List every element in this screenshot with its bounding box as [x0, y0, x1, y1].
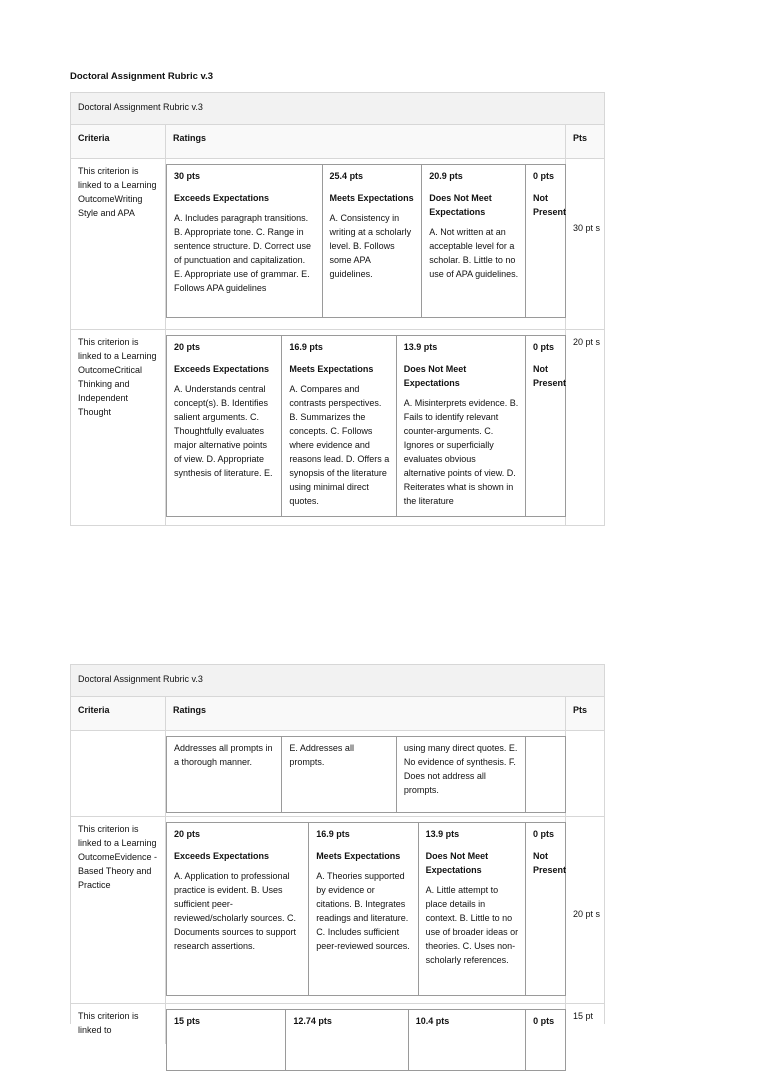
rating-exceeds [167, 165, 323, 317]
criterion-points [566, 731, 604, 816]
rating-description: A. Consistency in writing at a scholarly level. B. Follows some APA guidelines. [329, 213, 412, 279]
rubric-caption: Doctoral Assignment Rubric v.3 [71, 665, 604, 697]
criterion-row [71, 817, 604, 1004]
header-row [71, 697, 604, 731]
rating-not-present [526, 823, 565, 995]
rating-description: A. Compares and contrasts perspectives. B. Summarizes the concepts. C. Follows where evidence and reasons lead. D. Offers a synopsis of the literature using minimal direct quotes. [289, 384, 390, 506]
rating-title: Does Not Meet Expectations [425, 851, 489, 875]
rating-points: 20 pts [174, 342, 201, 352]
rating-title: Exceeds Expectations [174, 364, 270, 374]
rating-description: A. Misinterprets evidence. B. Fails to identify relevant counter-arguments. C. Ignores or superficially evaluates obvious alternative points of view. D. Reiterates what is shown in the literature [403, 398, 519, 506]
rating-not-present [526, 737, 565, 812]
rating-points: 12.74 pts [293, 1016, 332, 1026]
rating-not-present [526, 336, 565, 516]
ratings-group [166, 736, 566, 813]
criterion-points: 20 pt s [573, 909, 601, 919]
rating-points: 15 pts [174, 1016, 201, 1026]
ratings-group [166, 164, 566, 318]
rating-title: Not Present [533, 193, 567, 217]
criterion-points: 20 pt s [573, 337, 601, 347]
criterion-description: This criterion is linked to [71, 1004, 166, 1044]
rating-points: 10.4 pts [415, 1016, 450, 1026]
rating-description: A. Little attempt to place details in context. B. Little to no use of broader ideas or theories. C. Uses non-scholarly references. [425, 885, 519, 965]
rubric-table [70, 92, 605, 526]
criterion-row [71, 159, 604, 330]
rating-title: Not Present [532, 364, 567, 388]
criterion-row [71, 1004, 604, 1044]
rating-points: 20 pts [174, 829, 201, 839]
rating-title: Does Not Meet Expectations [429, 193, 492, 217]
rating-description: A. Application to professional practice is evident. B. Uses sufficient peer-reviewed/scholarly sources. C. Documents sources to support research assertions. [174, 871, 297, 951]
rating-meets: E. Addresses all prompts. [282, 737, 396, 812]
rating-exceeds [167, 1010, 286, 1070]
rating-description: A. Theories supported by evidence or citations. B. Integrates readings and literature. C. Includes sufficient peer-reviewed sources. [316, 871, 410, 951]
criterion-description: This criterion is linked to a Learning OutcomeEvidence -Based Theory and Practice [71, 817, 166, 1003]
rating-points: 0 pts [533, 171, 555, 181]
criteria-header: Criteria [71, 125, 166, 158]
rating-points: 13.9 pts [425, 829, 460, 839]
rating-title: Exceeds Expectations [174, 193, 270, 203]
ratings-group [166, 335, 566, 517]
rating-title: Not Present [532, 851, 567, 875]
rating-does-not-meet [419, 823, 526, 995]
ratings-cell [166, 1004, 566, 1044]
continuation-row [71, 731, 604, 817]
rating-title: Meets Expectations [329, 193, 414, 203]
rating-points: 16.9 pts [316, 829, 350, 839]
rating-title: Exceeds Expectations [174, 851, 270, 861]
document-title: Doctoral Assignment Rubric v.3 [70, 71, 214, 82]
rating-title: Does Not Meet Expectations [403, 364, 467, 388]
criterion-points: 15 pt [573, 1011, 594, 1021]
rating-meets [309, 823, 418, 995]
rating-points: 0 pts [533, 1016, 555, 1026]
rating-points: 0 pts [532, 829, 554, 839]
rating-description: A. Includes paragraph transitions. B. Appropriate tone. C. Range in sentence structure. D. Correct use of punctuation and capitalization. E. Appropriate use of grammar. E. Follows APA guidelines [174, 213, 312, 293]
criterion-description [71, 731, 166, 816]
rating-points: 0 pts [532, 342, 554, 352]
rating-title: Meets Expectations [289, 364, 374, 374]
rating-does-not-meet [409, 1010, 526, 1070]
criterion-description: This criterion is linked to a Learning OutcomeCritical Thinking and Independent Thought [71, 330, 166, 525]
ratings-group [166, 822, 566, 996]
rating-points: 13.9 pts [403, 342, 438, 352]
ratings-header: Ratings [166, 697, 566, 730]
rating-points: 25.4 pts [329, 171, 364, 181]
ratings-group [166, 1009, 566, 1071]
ratings-cell [166, 159, 566, 329]
rating-exceeds: Addresses all prompts in a thorough manner. [167, 737, 282, 812]
rating-not-present [526, 1010, 565, 1070]
ratings-cell [166, 330, 566, 525]
rating-description: A. Understands central concept(s). B. Identifies salient arguments. C. Thoughtfully evaluates major alternative points of view. D. Appropriate synthesis of literature. E. [174, 384, 273, 478]
criterion-row [71, 330, 604, 525]
ratings-cell [166, 817, 566, 1003]
rating-exceeds [167, 336, 282, 516]
rating-meets [286, 1010, 408, 1070]
rating-does-not-meet: using many direct quotes. E. No evidence of synthesis. F. Does not address all prompts. [397, 737, 526, 812]
pts-header: Pts [573, 705, 588, 715]
ratings-cell [166, 731, 566, 816]
criterion-description: This criterion is linked to a Learning OutcomeWriting Style and APA [71, 159, 166, 329]
header-row [71, 125, 604, 159]
rating-does-not-meet [397, 336, 526, 516]
rubric-table [70, 664, 605, 1035]
rating-exceeds [167, 823, 309, 995]
criteria-header: Criteria [71, 697, 166, 730]
pts-header: Pts [573, 133, 588, 143]
rating-points: 16.9 pts [289, 342, 323, 352]
criterion-points: 30 pt s [573, 223, 601, 233]
rating-points: 20.9 pts [429, 171, 463, 181]
rating-description: A. Not written at an acceptable level for a scholar. B. Little to no use of APA guidelines. [429, 227, 519, 279]
rating-points: 30 pts [174, 171, 201, 181]
rating-title: Meets Expectations [316, 851, 401, 861]
rubric-caption: Doctoral Assignment Rubric v.3 [71, 93, 604, 125]
rating-meets [323, 165, 423, 317]
rating-not-present [526, 165, 565, 317]
ratings-header: Ratings [166, 125, 566, 158]
rating-meets [282, 336, 396, 516]
rating-does-not-meet [422, 165, 526, 317]
